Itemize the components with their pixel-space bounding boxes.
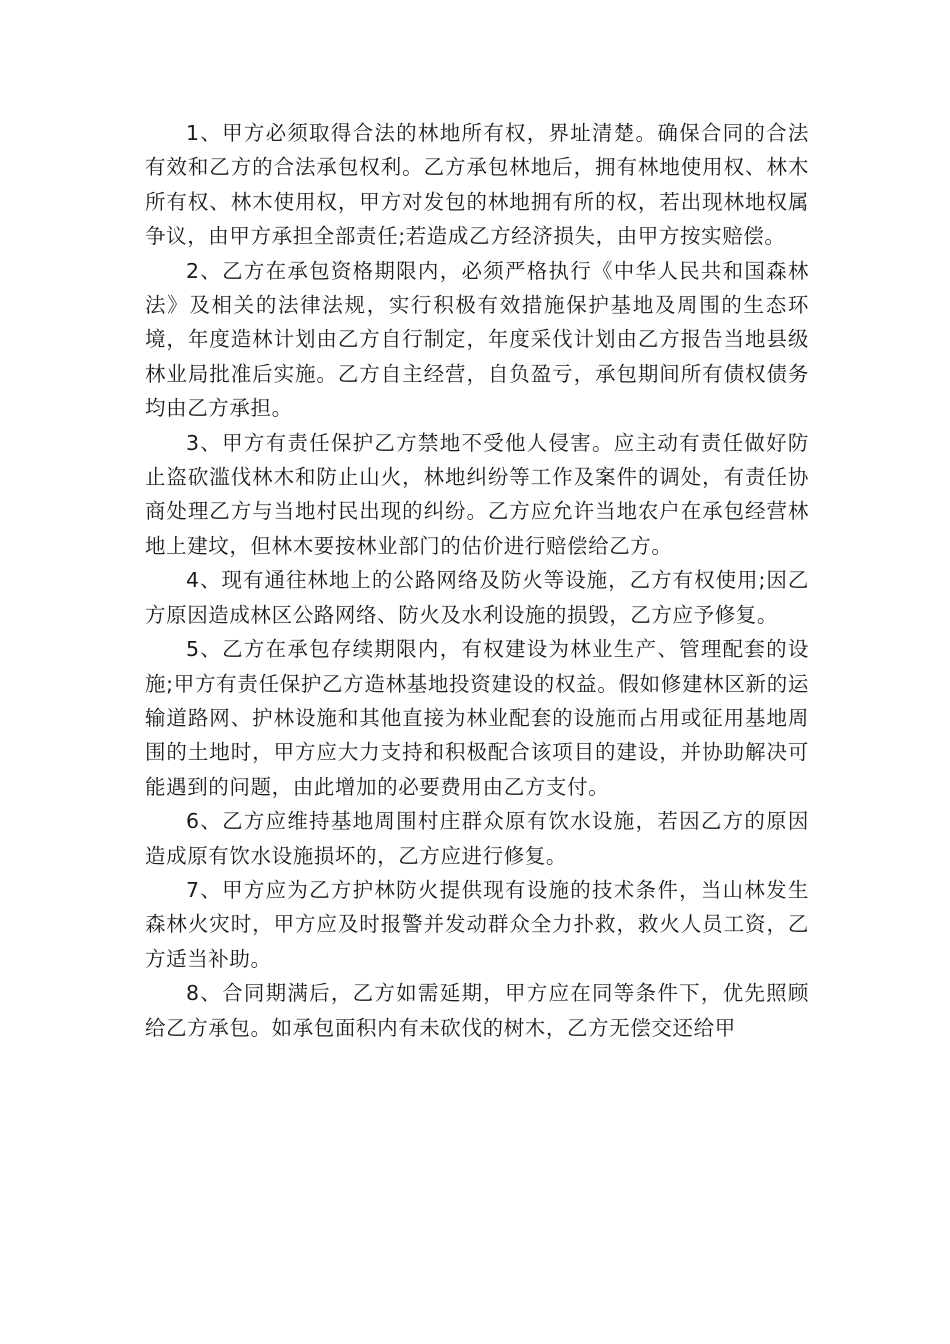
clause-1: 1、甲方必须取得合法的林地所有权，界址清楚。确保合同的合法有效和乙方的合法承包权利。乙方承包林地后，拥有林地使用权、林木所有权、林木使用权，甲方对发包的林地拥有所的权，若出现林地权属争议，由甲方承担全部责任;若造成乙方经济损失，由甲方按实赔偿。 — [145, 121, 809, 249]
clause-2: 2、乙方在承包资格期限内，必须严格执行《中华人民共和国森林法》及相关的法律法规，实行积极有效措施保护基地及周围的生态环境，年度造林计划由乙方自行制定，年度采伐计划由乙方报告当地县级林业局批准后实施。乙方自主经营，自负盈亏，承包期间所有债权债务均由乙方承担。 — [145, 258, 809, 421]
clause-5: 5、乙方在承包存续期限内，有权建设为林业生产、管理配套的设施;甲方有责任保护乙方造林基地投资建设的权益。假如修建林区新的运输道路网、护林设施和其他直接为林业配套的设施而占用或征用基地周围的土地时，甲方应大力支持和积极配合该项目的建设，并协助解决可能遇到的问题，由此增加的必要费用由乙方支付。 — [145, 637, 809, 799]
clause-4: 4、现有通往林地上的公路网络及防火等设施，乙方有权使用;因乙方原因造成林区公路网络、防火及水利设施的损毁，乙方应予修复。 — [145, 568, 809, 627]
clause-8: 8、合同期满后，乙方如需延期，甲方应在同等条件下，优先照顾给乙方承包。如承包面积内有未砍伐的树木，乙方无偿交还给甲 — [145, 981, 809, 1040]
clause-7: 7、甲方应为乙方护林防火提供现有设施的技术条件，当山林发生森林火灾时，甲方应及时报警并发动群众全力扑救，救火人员工资，乙方适当补助。 — [145, 877, 809, 971]
document-body — [145, 116, 809, 1045]
clause-3: 3、甲方有责任保护乙方禁地不受他人侵害。应主动有责任做好防止盗砍滥伐林木和防止山火，林地纠纷等工作及案件的调处，有责任协商处理乙方与当地村民出现的纠纷。乙方应允许当地农户在承包经营林地上建坟，但林木要按林业部门的估价进行赔偿给乙方。 — [145, 430, 809, 558]
clause-6: 6、乙方应维持基地周围村庄群众原有饮水设施，若因乙方的原因造成原有饮水设施损坏的，乙方应进行修复。 — [145, 809, 809, 868]
